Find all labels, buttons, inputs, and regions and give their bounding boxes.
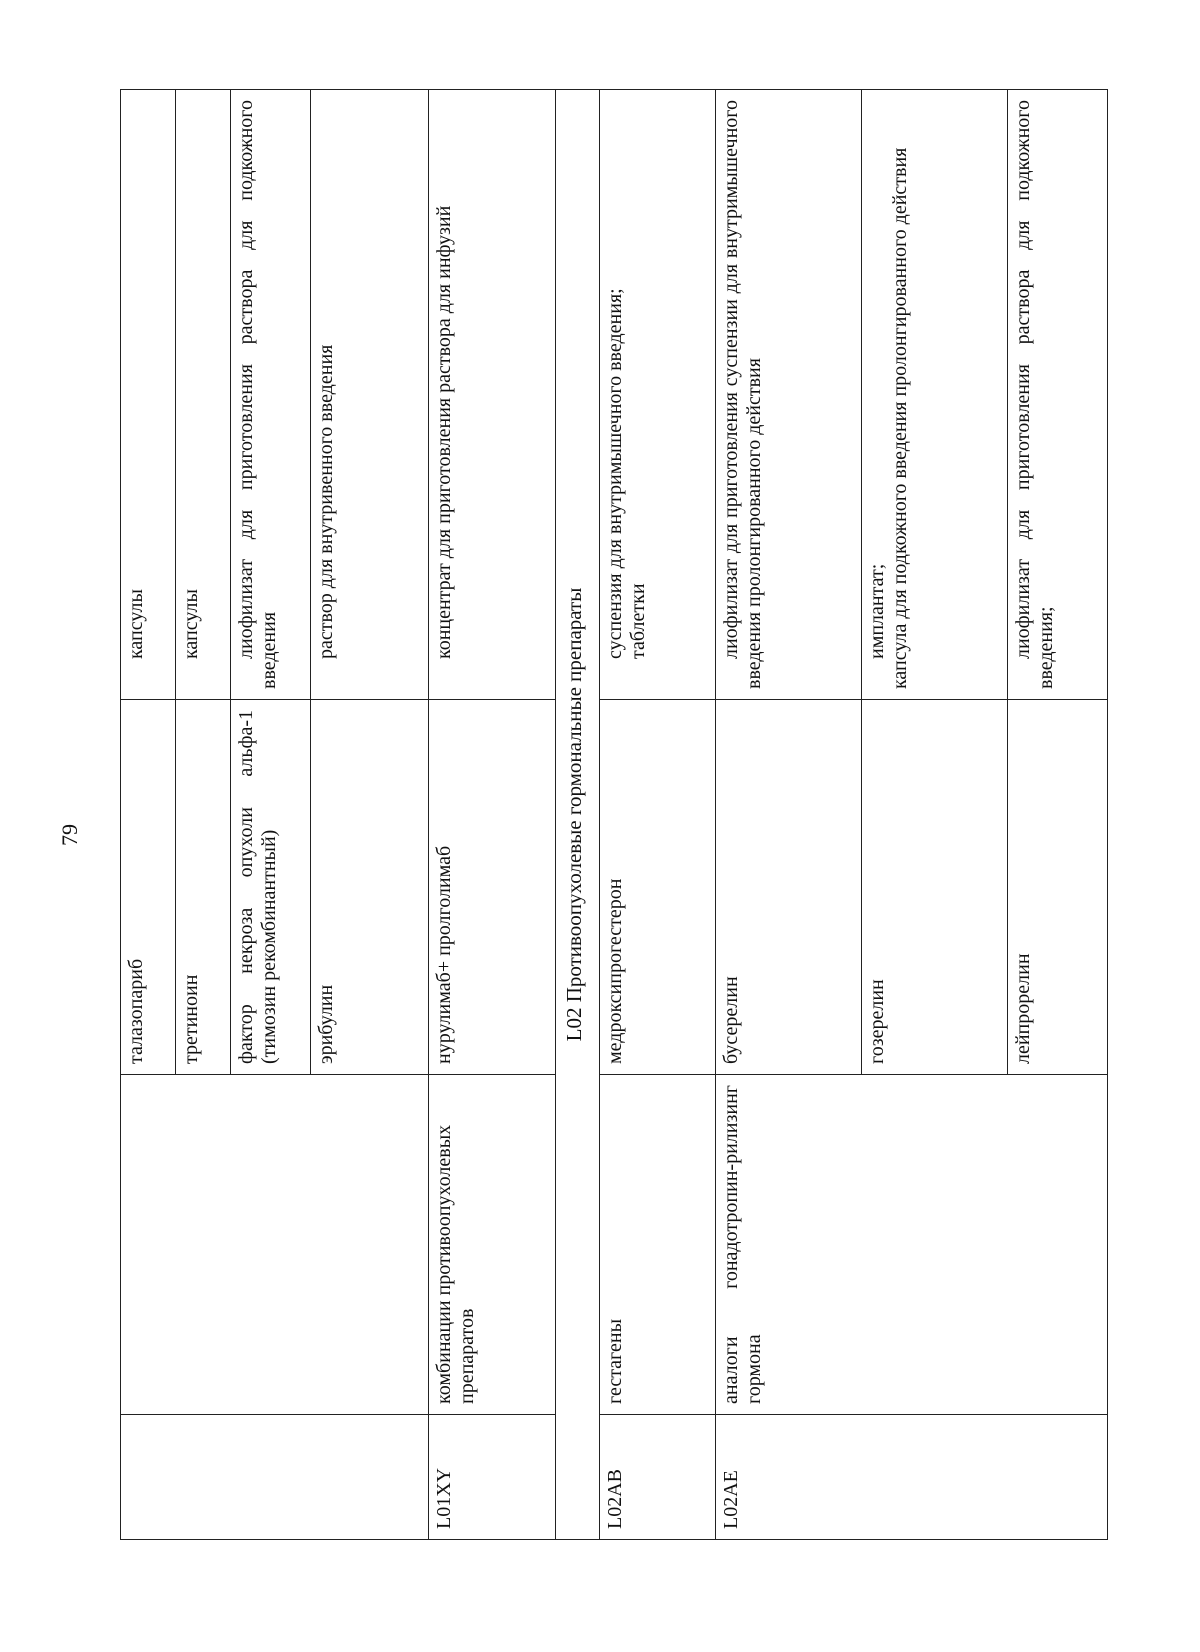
dosage-form-cell: лиофилизат для приготовления раствора для подкожного введения; [1008, 90, 1108, 700]
dosage-form-line: суспензия для внутримышечного введения; [604, 288, 626, 659]
atc-code-cell: L02AE [716, 1415, 1108, 1540]
dosage-form-cell [600, 90, 716, 700]
drug-name-cell: гозерелин [862, 700, 1008, 1075]
drug-name-cell: нурулимаб+ пролголимаб [429, 700, 556, 1075]
dosage-form-line: таблетки [627, 583, 649, 659]
section-header-row [556, 90, 600, 1540]
table-row [121, 90, 176, 1540]
group-cell [121, 1075, 429, 1415]
dosage-form-cell: концентрат для приготовления раствора для инфузий [429, 90, 556, 700]
dosage-form-cell: лиофилизат для приготовления суспензии для внутримышечного введения пролонгированного действия [716, 90, 862, 700]
table-row [600, 90, 716, 1540]
drug-name-cell: фактор некроза опухоли альфа-1 (тимозин рекомбинантный) [231, 700, 311, 1075]
group-cell: комбинации противоопухолевых препаратов [429, 1075, 556, 1415]
dosage-form-cell: капсулы [176, 90, 231, 700]
group-cell: гестагены [600, 1075, 716, 1415]
table-row [429, 90, 556, 1540]
atc-code-cell: L02AB [600, 1415, 716, 1540]
code-cell [121, 1415, 429, 1540]
dosage-form-cell: лиофилизат для приготовления раствора для подкожного введения [231, 90, 311, 700]
dosage-form-cell: капсулы [121, 90, 176, 700]
dosage-form-cell [862, 90, 1008, 700]
table-row [716, 90, 862, 1540]
drug-table-sheet [120, 90, 1130, 1540]
drug-name-cell: третиноин [176, 700, 231, 1075]
drug-name-cell: медроксипрогестерон [600, 700, 716, 1075]
drug-name-cell: бусерелин [716, 700, 862, 1075]
atc-code-cell: L01XY [429, 1415, 556, 1540]
dosage-form-line: имплантат; [866, 563, 888, 659]
drug-name-cell: талазопариб [121, 700, 176, 1075]
page-number: 79 [57, 824, 82, 846]
dosage-form-line: капсула для подкожного введения пролонгированного действия [889, 147, 911, 689]
group-cell: аналоги гонадотропин-рилизинг гормона [716, 1075, 1108, 1415]
drug-table [120, 89, 1108, 1540]
dosage-form-cell: раствор для внутривенного введения [311, 90, 429, 700]
drug-name-cell: эрибулин [311, 700, 429, 1075]
drug-name-cell: лейпрорелин [1008, 700, 1108, 1075]
section-header: L02 Противоопухолевые гормональные препараты [556, 90, 600, 1540]
